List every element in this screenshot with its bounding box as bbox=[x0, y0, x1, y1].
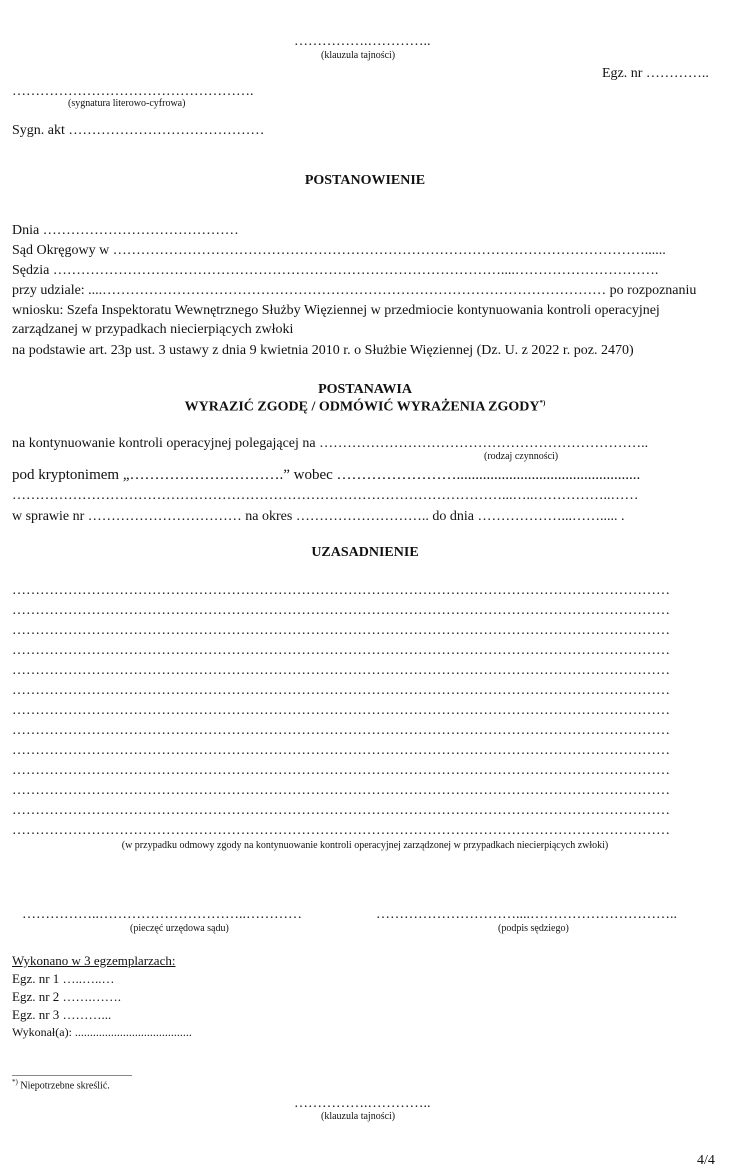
motion-line-1: wniosku: Szefa Inspektoratu Wewnętrznego Służby Więziennej w przedmiocie kontynuowania kontroli operacyjnej bbox=[12, 303, 660, 318]
date-line: Dnia …………………………………… bbox=[12, 223, 239, 238]
copy-item-1: Egz. nr 1 …..…..… bbox=[12, 971, 115, 986]
judge-line: Sędzia ……………………………………………………………………………………....…………………………. bbox=[12, 263, 659, 278]
justification-line: …………………………………………………………………………………………………………………………… bbox=[12, 683, 670, 698]
court-stamp-caption: (pieczęć urzędowa sądu) bbox=[130, 923, 229, 934]
secrecy-clause-caption-bottom: (klauzula tajności) bbox=[321, 1111, 396, 1122]
copy-item-2: Egz. nr 2 …….……. bbox=[12, 989, 122, 1004]
justification-heading: UZASADNIENIE bbox=[311, 545, 419, 560]
footnote-marker: *) bbox=[539, 399, 546, 407]
justification-line: …………………………………………………………………………………………………………………………… bbox=[12, 803, 670, 818]
justification-caption: (w przypadku odmowy zgody na kontynuowanie kontroli operacyjnej zarządzonej w przypadkach niecierpiących zwłoki) bbox=[121, 840, 609, 851]
justification-line: …………………………………………………………………………………………………………………………… bbox=[12, 783, 670, 798]
justification-line: …………………………………………………………………………………………………………………………… bbox=[12, 663, 670, 678]
case-reference: Sygn. akt …………………………………… bbox=[12, 123, 265, 138]
page-number: 4/4 bbox=[697, 1153, 715, 1168]
footnote-text: Niepotrzebne skreślić. bbox=[20, 1080, 110, 1092]
court-line: Sąd Okręgowy w ……………………………………………………………………………………………………...... bbox=[12, 243, 666, 258]
legal-basis-line: na podstawie art. 23p ust. 3 ustawy z dnia 9 kwietnia 2010 r. o Służbie Więziennej (Dz. U. z 2022 r. poz. 2470) bbox=[12, 343, 634, 358]
secrecy-clause-dots-bottom: …………….………….. bbox=[294, 1096, 431, 1111]
footnote-rule bbox=[12, 1075, 132, 1076]
footnote bbox=[12, 1078, 110, 1091]
copies-heading: Wykonano w 3 egzemplarzach: bbox=[12, 953, 176, 968]
copy-item-3: Egz. nr 3 ………... bbox=[12, 1007, 112, 1022]
document-title: POSTANOWIENIE bbox=[304, 173, 426, 188]
justification-line: …………………………………………………………………………………………………………………………… bbox=[12, 583, 670, 598]
activity-type-caption: (rodzaj czynności) bbox=[484, 451, 559, 462]
secrecy-clause-dots-top: …………….………….. bbox=[294, 34, 431, 49]
decision-line-3: ……………………………………………………………………………………………...…..……………..…… bbox=[12, 488, 639, 503]
judge-signature-dots: …………………………....………………………….. bbox=[376, 907, 677, 922]
secrecy-clause-caption-top: (klauzula tajności) bbox=[321, 50, 396, 61]
footnote-mark: *) bbox=[12, 1078, 18, 1086]
copy-number: Egz. nr ………….. bbox=[602, 66, 709, 81]
court-stamp-dots: ……………..…………………………..………… bbox=[22, 907, 302, 922]
motion-line-2: zarządzanej w przypadkach niecierpiących zwłoki bbox=[12, 322, 294, 337]
decision-line-1: na kontynuowanie kontroli operacyjnej polegającej na …………………………………………………………….. bbox=[12, 436, 649, 451]
justification-line: …………………………………………………………………………………………………………………………… bbox=[12, 743, 670, 758]
participation-line: przy udziale: ....……………………………………………………………………………………………… po rozpoznaniu bbox=[12, 283, 697, 298]
justification-line: …………………………………………………………………………………………………………………………… bbox=[12, 763, 670, 778]
signature-dots: ……………………………………………. bbox=[12, 84, 254, 99]
decision-subheading bbox=[0, 399, 730, 416]
judge-signature-caption: (podpis sędziego) bbox=[498, 923, 569, 934]
decision-line-2: pod kryptonimem „………………………….” wobec ……………………................................................. bbox=[12, 467, 641, 483]
signature-caption: (sygnatura literowo-cyfrowa) bbox=[68, 98, 186, 109]
justification-line: …………………………………………………………………………………………………………………………… bbox=[12, 823, 670, 838]
justification-line: …………………………………………………………………………………………………………………………… bbox=[12, 723, 670, 738]
executed-by: Wykonał(a): ....................................... bbox=[12, 1025, 192, 1039]
justification-line: …………………………………………………………………………………………………………………………… bbox=[12, 603, 670, 618]
justification-line: …………………………………………………………………………………………………………………………… bbox=[12, 623, 670, 638]
justification-line: …………………………………………………………………………………………………………………………… bbox=[12, 703, 670, 718]
decision-heading: POSTANAWIA bbox=[318, 382, 412, 397]
decision-options: WYRAZIĆ ZGODĘ / ODMÓWIĆ WYRAŻENIA ZGODY bbox=[184, 399, 540, 415]
decision-line-4: w sprawie nr …………………………… na okres ……………………….. do dnia ………………...……..... . bbox=[12, 509, 625, 524]
justification-line: …………………………………………………………………………………………………………………………… bbox=[12, 643, 670, 658]
